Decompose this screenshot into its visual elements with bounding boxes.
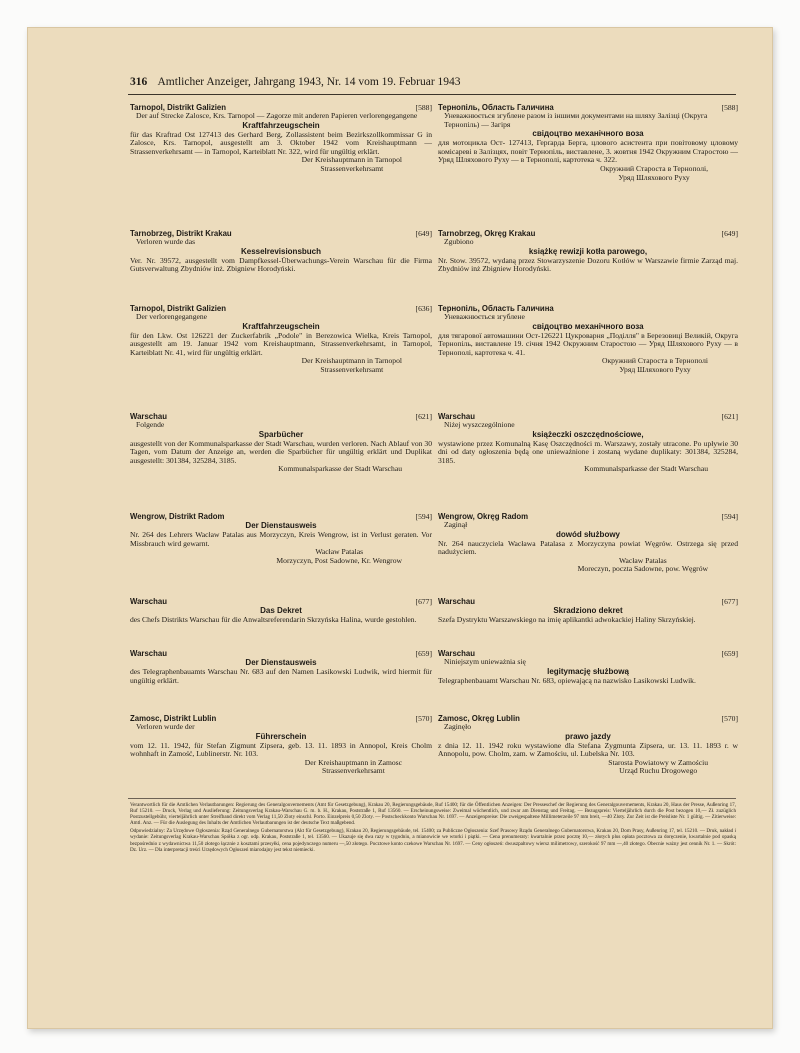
notice-subtitle: Skradziono dekret [553,606,623,615]
notice-place: Warschau [438,412,475,421]
notice-subtitle: prawo jazdy [565,731,611,741]
notice-entry [130,512,432,565]
notice-number: [588] [721,103,738,112]
notice-place: Warschau [130,597,167,606]
notice-subtitle: свідоцтво механічного воза [532,321,644,331]
notice-entry [438,597,738,625]
notice-place: Tarnobrzeg, Distrikt Krakau [130,229,232,238]
signature-line-2: Morzyczyn, Post Sadowne, Kr. Wengrow [276,555,402,565]
notice-signature [130,759,432,776]
notice-number: [594] [721,512,738,521]
notice-number: [636] [415,304,432,313]
notice-subtitle: Der Dienstausweis [245,521,317,530]
notice-subtitle: książeczki oszczędnościowe, [532,429,644,439]
signature-line-2: Уряд Шляхового Руху [619,364,691,374]
notice-place: Тернопіль, Область Галичина [438,304,554,313]
notice-body: Nr. Stow. 39572, wydaną przez Stowarzyszenie Dozoru Kotłów w Warszawie firmie Zarząd maj. Zbydniów inż Zbigniew Horodyński. [438,255,738,274]
notice-entry [130,597,432,625]
signature-line-2: Strassenverkehrsamt [321,766,385,776]
notice-body: wystawione przez Komunalną Kasę Oszczędności m. Warszawy, zostały utracone. Po upływie 30 dni od daty ogłoszenia będą one unieważnione i zostaną wydane duplikaty: 301384, 325284, 3185. [438,438,738,465]
imprint-german: Verantwortlich für die Amtlichen Verlautbarungen: Regierung des Generalgouvernements (Amt für Gesetzgebung), Krakau 20, Regierungsgebäude, Ruf 15400; für die Öffentlichen Anzeigen: Der Presseschef der Regierung des Generalgouvernements, Krakau 20, Haus der Presse, Außenring 17, Ruf 15210. — Druck, Verlag und Auslieferung: Zeitungsverlag Krakau-Warschau G. m. b. H., Krakau, Poststraße 1, Ruf 13560. — Erscheinungsweise: Zweimal wöchentlich, und zwar am Dienstag und Freitag. — Bezugspreis: Vierteljährlich durch die Post bezogen 10,— Zł. zuzüglich Postzustellgebühr, vierteljährlich unter Streifband direkt vom Verlag 11,50 Zloty einschl. Porto. Einzelpreis 0,50 Zloty. — Postscheckkonto Warschau Nr. 1697. — Anzeigenpreise: Die zweigespaltene Millimeterzeile 97 mm breit, —40 Zloty. Zur Zeit ist die Preisliste Nr. 1 gültig. — Zitierweise: Amtl. Anz. — Für die Auslegung des Inhalts der Amtlichen Verlautbarungen ist der deutsche Text maßgebend. [130,802,736,827]
notice-entry [438,304,738,375]
signature-line-2: Urząd Ruchu Drogowego [619,766,698,776]
notice-place: Tarnopol, Distrikt Galizien [130,304,227,313]
notice-entry [130,103,432,174]
notice-header [130,512,432,521]
notice-intro: Der auf Strecke Zalosce, Krs. Tarnopol — Zagorze mit anderen Papieren verlorengegangene [136,111,418,120]
notice-header [438,512,738,521]
notice-intro: Der verlorengegangene [136,312,208,321]
notice-place: Tarnobrzeg, Okręg Krakau [438,229,536,238]
notice-place: Warschau [438,649,475,658]
notice-subtitle: Der Dienstausweis [245,658,317,667]
notice-body: Telegraphenbauamt Warschau Nr. 683, opiewającą na nazwisko Lasikowski Ludwik. [438,675,696,685]
notice-intro: Verloren wurde das [136,237,196,246]
notice-header [130,412,432,421]
signature-line-1: Der Kreishauptmann in Zamosc [304,757,402,767]
notice-entry [438,512,738,574]
notice-signature [438,759,738,776]
notice-intro: Zaginął [444,520,468,529]
notice-signature [438,465,738,474]
notice-signature [438,557,738,574]
notice-subtitle: legitymację służbową [547,666,629,676]
page-number: 316 [130,76,148,88]
imprint-footer [130,802,736,855]
notice-body: vom 12. 11. 1942, für Stefan Zigmunt Zipsera, geb. 13. 11. 1893 in Annopol, Kreis Cholm wohnhaft in Zamość, Lublinerstr. Nr. 103. [130,740,432,759]
footer-divider [128,798,736,799]
notice-signature [438,357,738,374]
notice-entry [130,714,432,776]
notice-subtitle: свідоцтво механічного воза [532,129,644,139]
notice-place: Warschau [130,412,167,421]
notice-number: [677] [415,597,432,606]
notice-signature [438,165,738,182]
notice-number: [649] [415,229,432,238]
notice-header [130,649,432,658]
notice-body: для тягарової автомашини Ост-126221 Цукроварня „Поділля" в Березовиці Великій, Округа Тернопіль, виставлене 19. січня 1942 Окружним Старостою — Уряд Шляхового Руху — в Тернополі, картотека ч. 41. [438,330,738,357]
signature-line-2: Strassenverkehrsamt [320,163,384,173]
notice-header [438,597,738,606]
notice-header [130,597,432,606]
notice-body: des Chefs Distrikts Warschau für die Anwaltsreferendarin Skrzyńska Halina, wurde gestohlen. [130,615,417,624]
notice-entry [438,649,738,685]
notice-subtitle: Kesselrevisionsbuch [240,246,322,256]
notice-number: [588] [415,103,432,112]
notice-number: [570] [415,714,432,723]
notice-number: [570] [721,714,738,723]
notice-intro: Zgubiono [444,237,474,246]
notice-place: Тернопіль, Область Галичина [438,103,554,112]
notice-number: [621] [721,412,738,421]
signature-line-1: Окружний Староста в Тернополі [601,356,708,366]
notice-number: [649] [721,229,738,238]
notice-intro: Niniejszym unieważnia się [444,657,526,666]
notice-place: Zamosc, Distrikt Lublin [130,714,217,723]
notice-subtitle: Sparbücher [258,429,304,439]
notice-subtitle: Das Dekret [260,606,302,615]
notice-entry [130,412,432,474]
notice-number: [621] [415,412,432,421]
notice-body: Szefa Dystryktu Warszawskiego na imię aplikantki adwokackiej Haliny Skrzyńskiej. [438,615,696,624]
notice-signature [130,465,432,474]
notice-subtitle: dowód służbowy [556,529,620,539]
signature-line-1: Wacław Patalas [315,547,364,557]
notice-body: Nr. 264 nauczyciela Wacława Patalasa z Morzyczyna powiat Węgrów. Ostrzega się przed nadużyciem. [438,538,738,557]
notice-entry [438,412,738,474]
notice-body: z dnia 12. 11. 1942 roku wystawione dla Stefana Zygmunta Zipsera, ur. 13. 11. 1893 r. w Annopolu, pow. Cholm, zam. w Zamościu, ul. Lubelska Nr. 103. [438,740,738,759]
notice-number: [677] [721,597,738,606]
signature-line-2: Уряд Шляхового Руху [618,172,690,182]
signature-line-1: Wacław Patalas [619,555,667,565]
notice-body: ausgestellt von der Kommunalsparkasse der Stadt Warschau, wurden verloren. Nach Ablauf von 30 Tagen, vom Datum der Anzeige an, werden die Sparbücher für ungültig erklärt und Duplikat ausgestellt: 301384, 325284, 3185. [130,438,432,465]
notice-subtitle: Führerschein [255,731,307,741]
signature-line-1: Der Kreishauptmann in Tarnopol [301,356,402,366]
signature-line-2: Moreczyn, poczta Sadowne, pow. Węgrów [577,564,708,574]
notice-intro: Folgende [136,420,165,429]
notice-place: Warschau [438,597,475,606]
notice-body: Ver. Nr. 39572, ausgestellt vom Dampfkessel-Überwachungs-Verein Warschau für die Firma Gutsverwaltung Zbydniów inż. Zbigniew Horodyński. [130,255,432,274]
notice-number: [659] [721,649,738,658]
notice-intro: Niżej wyszczególnione [444,420,515,429]
signature-line-1: Starosta Powiatowy w Zamościu [608,757,708,767]
notice-subtitle: Kraftfahrzeugschein [242,120,320,130]
notice-entry [438,714,738,776]
notice-entry [438,103,738,182]
notice-place: Wengrow, Distrikt Radom [130,512,225,521]
notice-entry [130,649,432,685]
notice-signature [130,357,432,374]
notice-signature [130,548,432,565]
signature-line-1: Окружний Староста в Тернополі, [600,163,708,173]
signature-line-2: Strassenverkehrsamt [320,364,384,374]
notice-number: [594] [415,512,432,521]
signature-line-1: Der Kreishauptmann in Tarnopol [301,155,402,165]
page-title: Amtlicher Anzeiger, Jahrgang 1943, Nr. 14 vom 19. Februar 1943 [157,76,461,88]
notice-body: Nr. 264 des Lehrers Wacław Patalas aus Morzyczyn, Kreis Wengrow, ist in Verlust geraten. Vor Missbrauch wird gewarnt. [130,530,432,548]
notice-number: [659] [415,649,432,658]
notice-place: Zamosc, Okręg Lublin [438,714,520,723]
notice-subtitle: książkę rewizji kotła parowego, [528,246,648,256]
notice-entry [130,229,432,274]
imprint-polish: Odpowiedzialny: Za Urzędowe Ogłoszenia: Rząd Generalnego Gubernatorstwa (Akt für Gesetzgebung), Krakau 20, Regierungsgebäude, tel. 15400; za Publiczne Ogłoszenia: Szef Prasowy Rządu Generalnego Gubernatorstwa, Krakau 20, Dom Prasy, Außenring 17, tel. 15210. — Druk, nakład i wydanie: Zeitungsverlag Krakau-Warschau Spółka z ogr. odp. Krakau, Poststraße 1, tel. 13560. — Ukazuje się dwa razy w tygodniu, a mianowicie we wtorki i piątki. — Cena prenumeraty: kwartalnie przez pocztę 10,— złotych plus opłata pocztowa za doręczenie, kwartalnie pod opaską bezpośrednio z wydawnictwa 11,50 złotego łącznie z kosztami przesyłki, cena pojedynczego numeru —,50 złotego. Pocztowe konto czekowe Warschau Nr. 1697. — Ceny ogłoszeń: dwuszpaltowy wiersz milimetrowy, szerokość 97 mm —,40 złotego. Obecnie ważny jest cennik Nr. 1. — Skrót: Dz. Urz. — Dla interpretacji treści Urzędowych Ogłoszeń miarodajny jest tekst niemiecki. [130,828,736,853]
notice-signature [130,156,432,173]
signature-line-1: Kommunalsparkasse der Stadt Warschau [278,464,402,474]
notice-header [438,229,738,238]
signature-line-1: Kommunalsparkasse der Stadt Warschau [584,464,708,474]
notice-place: Wengrow, Okręg Radom [438,512,529,521]
notice-intro: Zaginęło [444,722,471,731]
page-header [130,76,730,94]
notice-place: Tarnopol, Distrikt Galizien [130,103,227,112]
notice-body: des Telegraphenbauamts Warschau Nr. 683 auf den Namen Lasikowski Ludwik, wird hiermit für ungültig erklärt. [130,667,432,685]
notice-intro: Уневажнюється згублене разом із іншими документами на шляху Залізці (Округа Тернопіль) — Загіря [444,111,708,129]
notice-body: для мотоцикла Ост- 127413, Герґарда Берга, цлового асистента при повітовому цловому комісареві в Залізцях, повіт Тернопіль, виставлене, 3. жовтня 1942 Окружним Старостою — Уряд Шляхового Руху — в Тернополі, картотека ч. 322. [438,138,738,165]
notice-body: für den Lkw. Ost 126221 der Zuckerfabrik „Podole" in Berezowica Wielka, Kreis Tarnopol, ausgestellt am 19. Januar 1942 vom Kreishauptmann, Strassenverkehrsamt, in Tarnopol, Karteiblatt Nr. 41, wird für ungültig erklärt. [130,330,432,357]
notice-body: für das Kraftrad Ost 127413 des Gerhard Berg, Zollassistent beim Bezirkszollkommissar G in Zalosce, Krs. Tarnopol, ausgestellt am 3. Oktober 1942 vom Kreishauptmann — Strassenverkehrsamt — in Tarnopol, Karteiblatt Nr. 322, wird für ungültig erklärt. [130,129,432,156]
notice-intro: Verloren wurde der [136,722,195,731]
notice-subtitle: Kraftfahrzeugschein [242,321,320,331]
notice-place: Warschau [130,649,167,658]
notice-entry [438,229,738,274]
notice-intro: Уневажнюється згублене [444,312,525,321]
notice-entry [130,304,432,375]
notice-header [438,714,738,723]
header-divider [128,94,736,95]
